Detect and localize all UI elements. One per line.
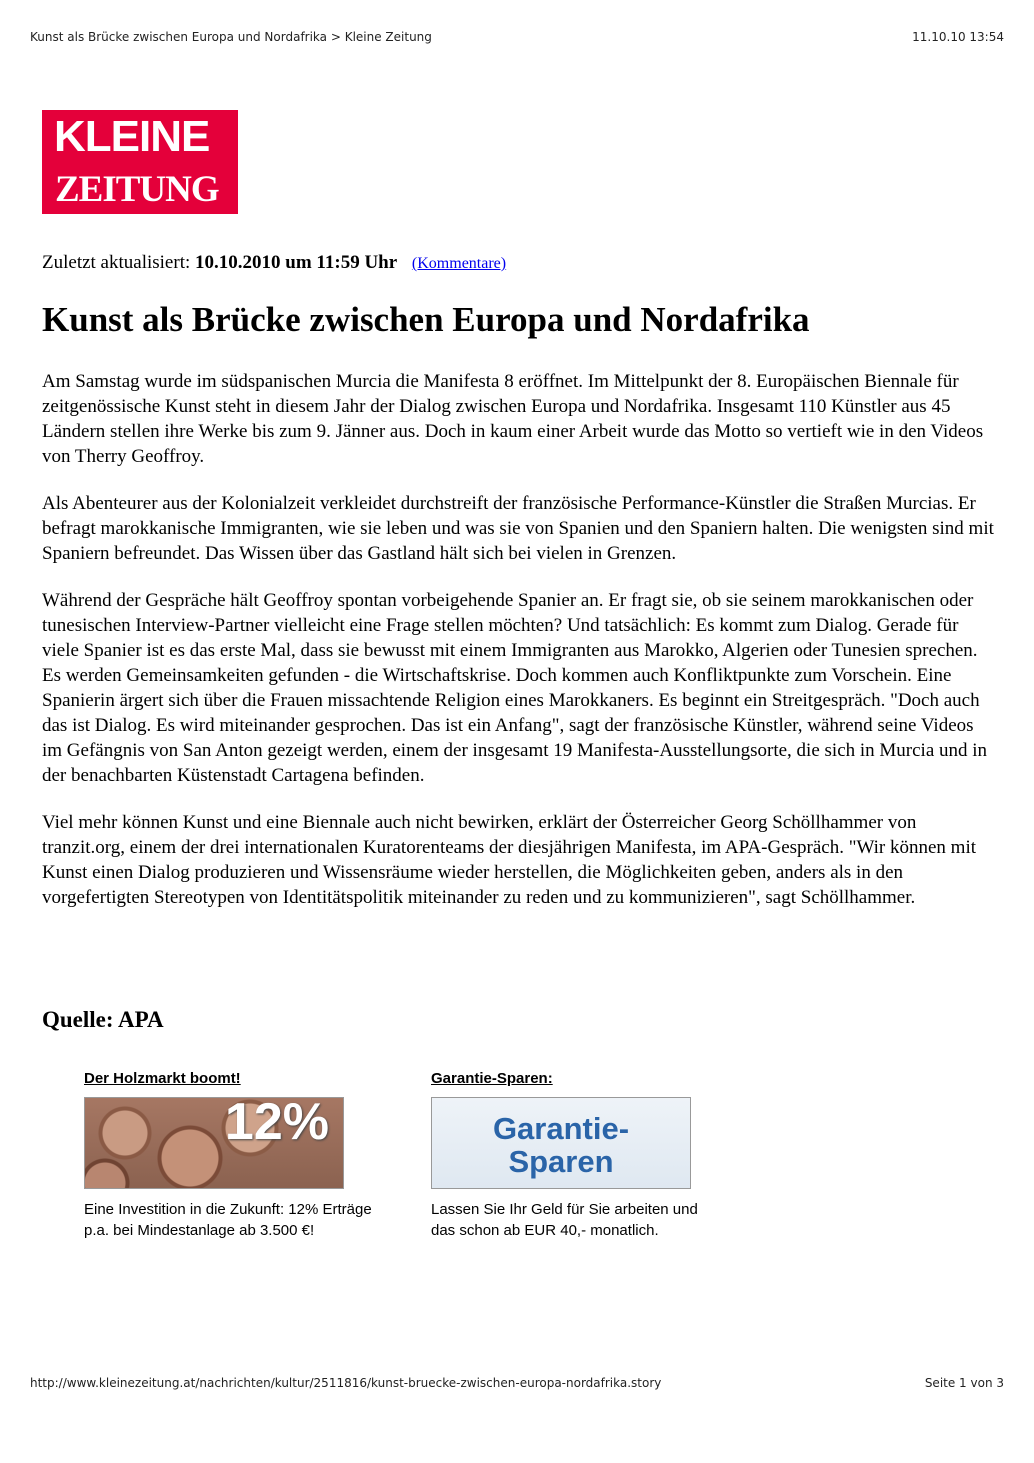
ad-garantie-sparen-image-text: Garantie- Sparen — [492, 1111, 630, 1179]
article-paragraph: Während der Gespräche hält Geoffroy spontan vorbeigehende Spanier an. Er fragt sie, ob sie seinem marokkanischen oder tunesischen Interview-Partner vielleicht eine Frage stellen möchten? Und tatsächlich: Es kommt zum Dialog. Gerade für viele Spanier ist es das erste Mal, dass sie bewusst mit einem Immigranten aus Marokko, Algerien oder Tunesien sprechen. Es werden Gemeinsamkeiten gefunden - die Wirtschaftskrise. Doch kommen auch Konfliktpunkte zum Vorschein. Eine Spanierin ärgert sich über die Frauen missachtende Religion eines Marokkaners. Es beginnt ein Streitgespräch. "Doch auch das ist Dialog. Es wird miteinander gesprochen. Das ist ein Anfang", sagt der französische Künstler, während seine Videos im Gefängnis von San Anton gezeigt werden, einem der insgesamt 19 Manifesta-Ausstellungsorte, die sich in Murcia und in der benachbarten Küstenstadt Cartagena befinden. — [42, 590, 988, 786]
ad-holzmarkt-link[interactable]: Der Holzmarkt boomt! — [84, 1070, 241, 1087]
ad-garantie-sparen-text: Lassen Sie Ihr Geld für Sie arbeiten und das schon ab EUR 40,- monatlich. — [431, 1201, 698, 1239]
last-updated-label: Zuletzt aktualisiert: — [42, 252, 191, 273]
article-body — [42, 369, 997, 932]
ad-garantie-sparen-image[interactable] — [431, 1097, 691, 1189]
ad-holzmarkt-text: Eine Investition in die Zukunft: 12% Erträge p.a. bei Mindestanlage ab 3.500 €! — [84, 1201, 372, 1239]
kleine-zeitung-logo[interactable] — [42, 110, 238, 214]
print-footer — [30, 1376, 1004, 1390]
last-updated-value: 10.10.2010 um 11:59 Uhr — [195, 252, 398, 273]
print-header-datetime: 11.10.10 13:54 — [912, 30, 1004, 44]
article-paragraph: Am Samstag wurde im südspanischen Murcia die Manifesta 8 eröffnet. Im Mittelpunkt der 8. Europäischen Biennale für zeitgenössische Kunst steht in diesem Jahr der Dialog zwischen Europa und Nordafrika. Insgesamt 110 Künstler aus 45 Ländern stellen ihre Werke bis zum 9. Jänner aus. Doch in kaum einer Arbeit wurde das Motto so vertieft wie in den Videos von Therry Geoffroy. — [42, 371, 984, 467]
ad-garantie-sparen-link[interactable]: Garantie-Sparen: — [431, 1070, 553, 1087]
ad-holzmarkt-image[interactable] — [84, 1097, 344, 1189]
print-header-title: Kunst als Brücke zwischen Europa und Nordafrika > Kleine Zeitung — [30, 30, 432, 44]
print-header — [30, 30, 1004, 44]
last-updated — [42, 252, 506, 274]
comments-link[interactable]: (Kommentare) — [411, 255, 507, 272]
article-headline: Kunst als Brücke zwischen Europa und Nordafrika — [42, 300, 810, 339]
logo-line-2: ZEITUNG — [55, 169, 219, 210]
print-footer-page: Seite 1 von 3 — [924, 1376, 1004, 1390]
ad-holzmarkt — [84, 1068, 374, 1241]
print-footer-url: http://www.kleinezeitung.at/nachrichten/kultur/2511816/kunst-bruecke-zwischen-europa-nordafrika.story — [30, 1376, 662, 1390]
ad-holzmarkt-image-text: 12% — [224, 1097, 329, 1151]
ad-garantie-sparen — [431, 1068, 721, 1241]
article-source: Quelle: APA — [42, 1007, 164, 1032]
logo-line-1: KLEINE — [54, 112, 210, 161]
article-paragraph: Viel mehr können Kunst und eine Biennale auch nicht bewirken, erklärt der Österreicher Georg Schöllhammer von tranzit.org, einem der drei internationalen Kuratorenteams der diesjährigen Manifesta, im APA-Gespräch. "Wir können mit Kunst einen Dialog produzieren und Wissensräume wieder herstellen, die Möglichkeiten geben, anders als in den vorgefertigten Stereotypen von Identitätspolitik miteinander zu reden und zu kommunizieren", sagt Schöllhammer. — [42, 812, 977, 908]
article-paragraph: Als Abenteurer aus der Kolonialzeit verkleidet durchstreift der französische Performance-Künstler die Straßen Murcias. Er befragt marokkanische Immigranten, wie sie leben und was sie von Spanien und den Spaniern halten. Die wenigsten sind mit Spaniern befreundet. Das Wissen über das Gastland hält sich bei vielen in Grenzen. — [42, 493, 994, 564]
